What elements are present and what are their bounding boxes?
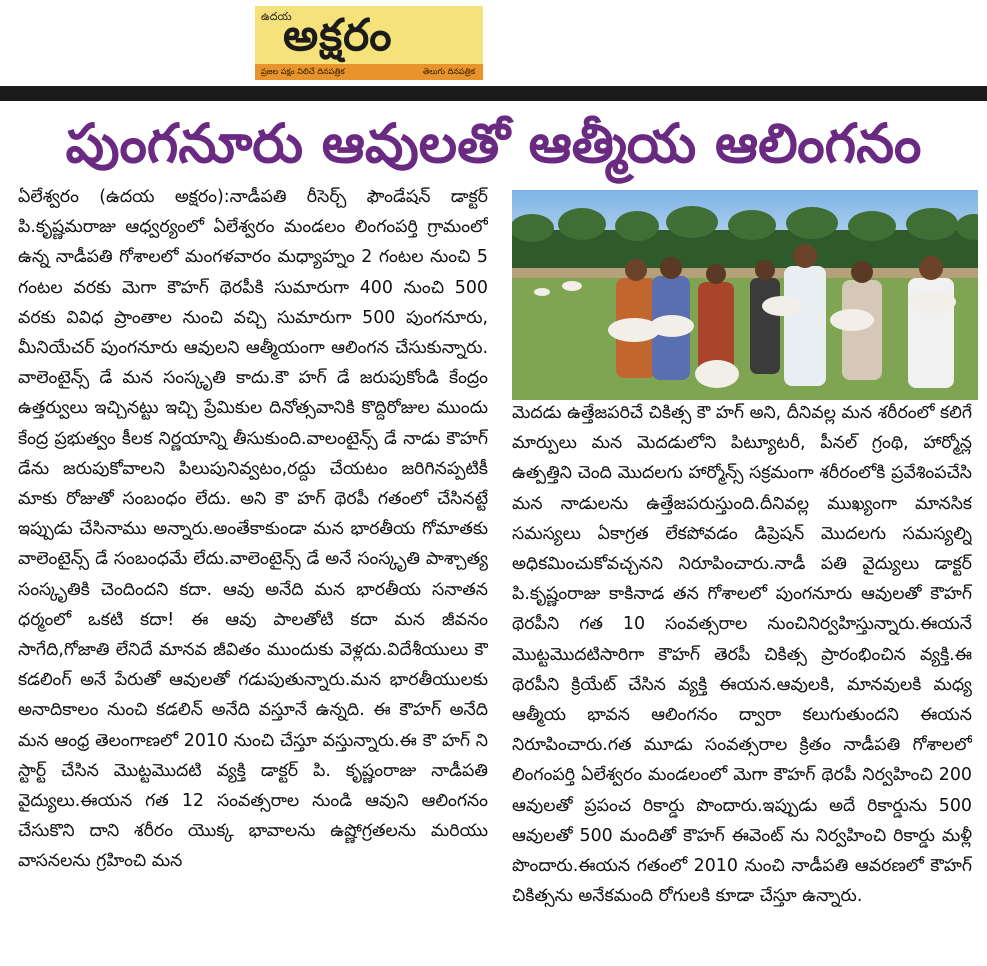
masthead-tagline-left: ప్రజల పక్షం నిలిచే దినపత్రిక: [261, 67, 345, 76]
article-column-left: ఏలేశ్వరం (ఉదయ అక్షరం):నాడీపతి రీసెర్చ్ ఫౌండేషన్ డాక్టర్ పి.కృష్ణమరాజు ఆధ్వర్యంలో ఏలేశ్వరం మండలం లింగంపర్తి గ్రామంలో ఉన్న నాడీపతి గోశాలలో మంగళవారం మధ్యాహ్నం 2 గంటల నుంచి 5 గంటల వరకు మెగా కౌహగ్ థెరపీకి సుమారుగా 400 నుంచి 500 వరకు వివిధ ప్రాంతాల నుంచి వచ్చి సుమారుగా 500 పుంగనూరు, మీనియేచర్ పుంగనూరు ఆవులని ఆత్మీయంగా ఆలింగన చేసుకున్నారు. వాలెంటైన్స్ డే మన సంస్కృతి కాదు.కౌ హగ్ డే జరుపుకోండి కేంద్రం ఉత్తర్వులు ఇచ్చినట్టు ఇచ్చి ప్రేమికుల దినోత్సవానికి కొద్దిరోజుల ముందు కేంద్ర ప్రభుత్వం కీలక నిర్ణయాన్ని తీసుకుంది.వాలంటైన్స్ డే నాడు కౌహగ్ డేను జరుపుకోవాలని పిలుపునివ్వటం,రద్దు చేయటం జరిగినప్పటికీ మాకు రోజుతో సంబంధం లేదు. అని కౌ హగ్ థెరపీ గతంలో చేసినట్టే ఇప్పుడు చేసినాము అన్నారు.అంతేకాకుండా మన భారతీయ గోమాతకు వాలెంటైన్స్ డే సంబంధమే లేదు.వాలెంటైన్స్ డే అనే సంస్కృతి పాశ్చాత్య సంస్కృతికి చెందిందని కదా. ఆవు అనేది మన భారతీయ సనాతన ధర్మంలో ఒకటి కదా! ఈ ఆవు పాలతోటి కదా మన జీవనం సాగేది,గోజాతి లేనిదే మానవ జీవితం ముందుకు వెళ్లదు.విదేశీయులు కౌ కడలింగ్ అనే పేరుతో ఆవులతో గడుపుతున్నారు.మన భారతీయులకు అనాదికాలం నుంచి కడలిన్ అనేది వస్తూనే ఉన్నది. ఈ కౌహగ్ అనేది మన ఆంధ్ర తెలంగాణలో 2010 నుంచి చేస్తూ వస్తున్నారు.ఈ కౌ హగ్ ని స్టార్ట్ చేసిన మొట్టమొదటి వ్యక్తి డాక్టర్ పి. కృష్ణంరాజు నాడీపతి వైద్యులు.ఈయన గత 12 సంవత్సరాల నుండి ఆవుని ఆలింగనం చేసుకొని దాని శరీరం యొక్క భావాలను ఉష్ణోగ్రతలను మరియు వాసనలను గ్రహించి మన: [18, 187, 488, 872]
photo-illustration: [512, 190, 978, 400]
article-headline: పుంగనూరు ఆవులతో ఆత్మీయ ఆలింగనం: [65, 112, 922, 175]
article-photo: [512, 190, 978, 400]
masthead-logo: [255, 6, 483, 80]
masthead-tagline-right: తెలుగు దినపత్రిక: [422, 67, 475, 76]
masthead-band: [255, 64, 483, 80]
header-rule: [0, 86, 987, 101]
masthead-udaya: ఉదయ: [261, 10, 292, 23]
article-column-right: మెదడు ఉత్తేజపరిచే చికిత్స కౌ హగ్ అని, దీనివల్ల మన శరీరంలో కలిగే మార్పులు మన మెదడులోని పిట్యూటరీ, పీనల్ గ్రంథి, హార్మోన్ల ఉత్పత్తిని చెంది మొదలగు హార్మోన్స్ సక్రమంగా శరీరంలోకి ప్రవేశింపచేసి మన నాడులను ఉత్తేజపరుస్తుంది.దీనివల్ల ముఖ్యంగా మానసిక సమస్యలు ఏకాగ్రత లేకపోవడం డిప్రెషన్ మొదలగు సమస్యల్ని అధికమించుకోవచ్చనని నిరూపించారు.నాడీ పతి వైద్యులు డాక్టర్ పి.కృష్ణంరాజు కాకినాడ తన గోశాలలో పుంగనూరు ఆవులతో కౌహగ్ థెరపీని గత 10 సంవత్సరాల నుంచినిర్వహిస్తున్నారు.ఈయనే మొట్టమొదటిసారిగా కౌహగ్ తెరపీ చికిత్స ప్రారంభించిన వ్యక్తి.ఈ థెరపీని క్రియేట్ చేసిన వ్యక్తి ఈయన.ఆవులకి, మానవులకి మధ్య ఆత్మీయ భావన ఆలింగనం ద్వారా కలుగుతుందని ఈయన నిరూపించారు.గత మూడు సంవత్సరాల క్రితం నాడీపతి గోశాలలో లింగంపర్తి ఏలేశ్వరం మండలంలో మెగా కౌహగ్ థెరపీ నిర్వహించి 200 ఆవులతో ప్రపంచ రికార్డు పొందారు.ఇప్పుడు అదే రికార్డును 500 ఆవులతో 500 మందితో కౌహగ్ ఈవెంట్ ను నిర్వహించి రికార్డు మళ్లీ పొందారు.ఈయన గతంలో 2010 నుంచి నాడీపతి ఆవరణలో కౌహగ్ చికిత్సను అనేకమంది రోగులకి కూడా చేస్తూ ఉన్నారు.: [512, 403, 972, 907]
masthead-brand: అక్షరం: [283, 10, 393, 61]
